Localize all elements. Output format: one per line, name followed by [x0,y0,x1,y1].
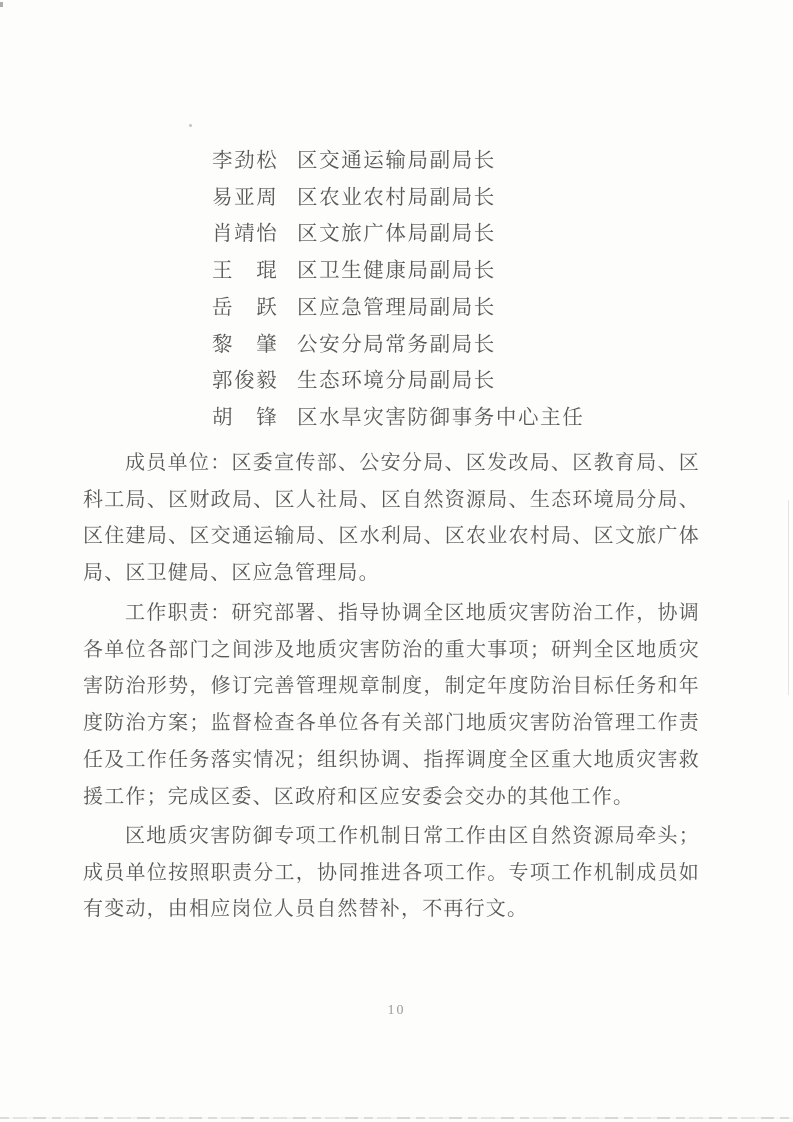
person-title: 生态环境分局副局长 [297,370,496,393]
paragraph-line: 援工作；完成区委、区政府和区应安委会交办的其他工作。 [83,785,635,808]
person-name: 李劲松 [212,150,279,172]
paragraph-line: 度防治方案；监督检查各单位各有关部门地质灾害防治管理工作责 [83,712,700,735]
personnel-row [212,216,584,253]
scan-speck [189,124,192,127]
paragraph-line: 有变动，由相应岗位人员自然替补，不再行文。 [83,898,529,921]
personnel-row [212,400,584,437]
person-title: 区卫生健康局副局长 [297,260,496,283]
person-title: 公安分局常务副局长 [297,333,496,356]
paragraph-line: 区地质灾害防御专项工作机制日常工作由区自然资源局牵头； [125,825,700,847]
paragraph-line: 区住建局、区交通运输局、区水利局、区农业农村局、区文旅广体 [83,525,700,548]
member-units-paragraph [83,445,700,592]
person-name: 易亚周 [212,186,279,209]
paragraph-line: 局、区卫健局、区应急管理局。 [83,562,380,585]
personnel-row [212,327,584,364]
coordination-paragraph [83,818,700,928]
paragraph-line: 成员单位：区委宣传部、公安分局、区发改局、区教育局、区 [125,452,700,474]
person-title: 区水旱灾害防御事务中心主任 [297,406,585,429]
personnel-row [212,180,584,217]
person-name: 王 琨 [212,260,279,283]
personnel-row [212,290,584,327]
person-title: 区应急管理局副局长 [297,296,496,319]
personnel-row [212,143,584,180]
person-name: 胡 锋 [212,406,279,429]
person-name: 岳 跃 [212,296,279,319]
scan-bottom-edge-artifact [0,1117,793,1119]
person-name: 肖靖怡 [212,223,279,246]
scan-corner-artifact [0,2,3,7]
person-title: 区交通运输局副局长 [297,150,496,172]
scan-streak-artifact [788,500,789,695]
paragraph-line: 任及工作任务落实情况；组织协调、指挥调度全区重大地质灾害救 [83,748,700,771]
personnel-list [212,143,584,437]
work-duties-paragraph [83,595,700,815]
paragraph-line: 成员单位按照职责分工，协同推进各项工作。专项工作机制成员如 [83,861,700,884]
personnel-row [212,363,584,400]
paragraph-line: 害防治形势，修订完善管理规章制度，制定年度防治目标任务和年 [83,675,700,698]
person-name: 郭俊毅 [212,370,279,393]
page-number: 10 [387,1003,406,1018]
person-name: 黎 肇 [212,333,279,356]
person-title: 区农业农村局副局长 [297,186,496,209]
personnel-row [212,253,584,290]
paragraph-line: 各单位各部门之间涉及地质灾害防治的重大事项；研判全区地质灾 [83,638,700,661]
paragraph-line: 工作职责：研究部署、指导协调全区地质灾害防治工作，协调 [125,602,700,624]
paragraph-line: 科工局、区财政局、区人社局、区自然资源局、生态环境局分局、 [83,488,700,511]
person-title: 区文旅广体局副局长 [297,223,496,246]
